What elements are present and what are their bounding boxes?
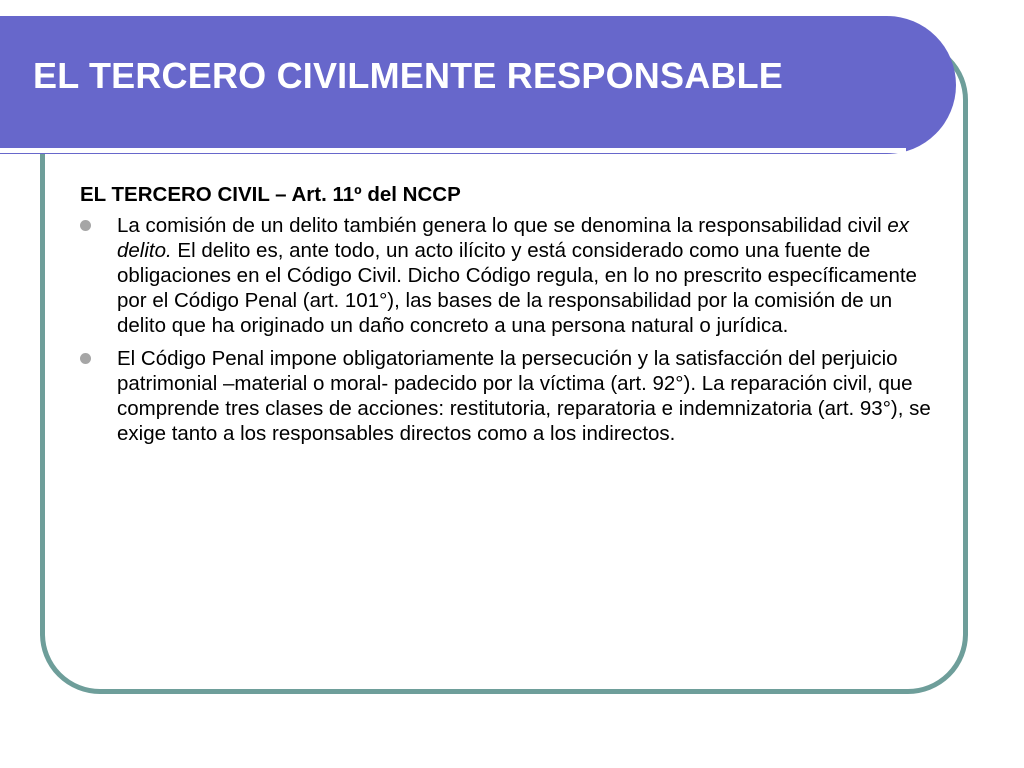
bullet-item-2 — [80, 346, 940, 446]
bullet-dot-icon — [80, 220, 91, 231]
bullet-1-text-after: El delito es, ante todo, un acto ilícito y está considerado como una fuente de obligaciones en el Código Civil. Dicho Código regula, en lo no prescrito específicamente por el Código Penal (art. 101°), las bases de la responsabilidad por la comisión de un delito que ha originado un daño concreto a una persona natural o jurídica. — [117, 239, 917, 337]
bullet-item-1 — [80, 213, 940, 338]
bullet-1-text-before: La comisión de un delito también genera lo que se denomina la responsabilidad civil — [117, 214, 888, 237]
bullet-dot-icon — [80, 353, 91, 364]
bullet-list — [80, 213, 940, 446]
bullet-1-italic-term: ex delito. — [117, 214, 910, 262]
slide-body — [80, 182, 940, 454]
bullet-2-text: El Código Penal impone obligatoriamente la persecución y la satisfacción del perjuicio patrimonial –material o moral- padecido por la víctima (art. 92°). La reparación civil, que comprende tres clases de acciones: restitutoria, reparatoria e indemnizatoria (art. 93°), se exige tanto a los responsables directos como a los indirectos. — [117, 347, 931, 445]
slide-title: EL TERCERO CIVILMENTE RESPONSABLE — [33, 55, 784, 96]
subheading: EL TERCERO CIVIL – Art. 11º del NCCP — [80, 183, 461, 206]
title-underline — [0, 148, 906, 153]
